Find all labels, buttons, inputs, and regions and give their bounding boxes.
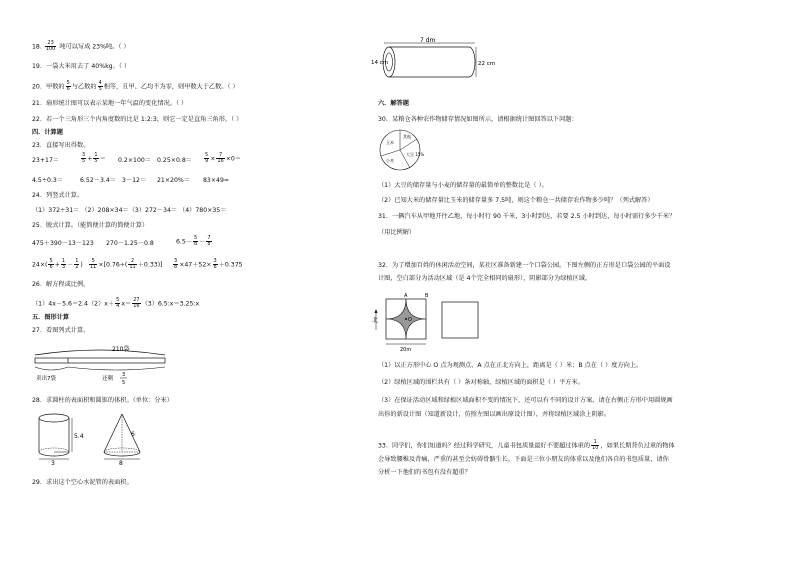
svg-text:B: B bbox=[425, 293, 429, 299]
svg-text:3: 3 bbox=[122, 372, 126, 378]
question-33: 33．同学们，你们知道吗？经过科学研究，儿童书包质量最好不要超过体重的 $\frac{1}{10}$ ，如果长期背负过重的物体 bbox=[378, 439, 675, 451]
section-4-heading: 四．计算题 bbox=[32, 129, 63, 136]
svg-text:O: O bbox=[408, 317, 412, 323]
left-brace bbox=[68, 367, 165, 370]
calc-2e: 83×49≈ bbox=[203, 177, 230, 184]
calc-25b: 270－1.25－0.8 bbox=[106, 240, 154, 247]
question-32: 32．为了增加百姓的休闲活动空间，某社区准备新建一个口袋公园。下图左侧的正方形是口袋公园的平面设 bbox=[378, 262, 671, 269]
question-19: 19．一袋大米用去了 40%kg。（ ） bbox=[32, 63, 131, 70]
question-32-3-cont: 出你的新设计图（知道新设计，仿照左图以画出原设计图），并将绿植区域涂上阴影。 bbox=[378, 411, 611, 418]
calc-25d: 24×( $\frac{5}{6}$ + $\frac{1}{3}$ － $\frac{1}{2}$ ) bbox=[32, 258, 83, 270]
cone bbox=[104, 414, 140, 467]
svg-text:7 dm: 7 dm bbox=[420, 37, 436, 44]
question-32-cont: 计图，空白部分为活动区域（是 4个完全相同的扇形），阴影部分为绿植区域。 bbox=[378, 275, 592, 282]
calc-2a: 4.5÷0.3＝ bbox=[32, 177, 64, 184]
pie-label-corn: 玉米 bbox=[386, 140, 394, 145]
question-20: 20．甲数的 $\frac{5}{6}$ 与乙数的 $\frac{4}{5}$ 相等，且甲、乙均不为零，则甲数大于乙数。（ ） bbox=[32, 80, 239, 92]
total-label: 210袋 bbox=[112, 346, 130, 353]
svg-text:5.4: 5.4 bbox=[74, 433, 84, 440]
question-32-3: （3）在保证活动区域和绿植区域面积不变的情况下，还可以有不同的设计方案，请在右侧正方形中用圆规画 bbox=[378, 397, 673, 404]
question-32-2: （2）绿植区域的围栏共有（ ）条对称轴，绿植区域的面积是（ ）平方米。 bbox=[378, 379, 584, 386]
fraction: $\frac{23}{100}$ bbox=[45, 40, 56, 52]
calc-2d: 21×20%＝ bbox=[157, 177, 190, 184]
svg-text:A: A bbox=[404, 293, 408, 299]
question-32-1: （1）以正方形中心 O 点为观测点，A 点在正北方向上，距离是（ ）米；B 点在（ ）度方向上。 bbox=[378, 362, 643, 369]
calc-25c: 6.5－ $\frac{5}{8}$ － $\frac{7}{8}$ bbox=[176, 235, 211, 247]
question-31-note: （用比例解） bbox=[378, 229, 416, 236]
section-6-heading: 六．解答题 bbox=[378, 100, 409, 107]
remain-label: 还剩 bbox=[102, 376, 114, 382]
svg-text:20m: 20m bbox=[400, 347, 412, 353]
svg-text:22 cm: 22 cm bbox=[478, 61, 496, 67]
cylinder bbox=[39, 414, 84, 467]
question-27: 27．看图列式计算。 bbox=[32, 327, 90, 334]
question-30-1: （1）大豆的储存量与小麦的储存量的最简单的整数比是（ ）。 bbox=[378, 182, 548, 189]
svg-text:6: 6 bbox=[131, 431, 135, 438]
section-5-heading: 五．图形计算 bbox=[32, 314, 70, 321]
sold-label: 卖出7袋 bbox=[36, 376, 56, 382]
question-22: 22．若一个三角形三个内角度数的比是 1:2:3，则它一定是直角三角形。（ ） bbox=[32, 116, 243, 123]
pie-label-wheat: 小麦 bbox=[386, 158, 394, 163]
question-30: 30．某粮仓各种农作物储存情况如图所示，请根据统计图回答以下问题： bbox=[378, 116, 578, 123]
total-bar bbox=[35, 358, 165, 363]
north-label: 北 bbox=[372, 317, 379, 324]
calc-1a: 23+17＝ bbox=[32, 157, 60, 164]
calc-25a: 475＋390－13－123 bbox=[32, 240, 94, 247]
question-24: 24．列竖式计算。 bbox=[32, 192, 84, 199]
segment-diagram bbox=[30, 343, 170, 391]
calc-25f: $\frac{3}{8}$ ×47＋52× $\frac{3}{8}$ ＋0.375 bbox=[174, 258, 243, 270]
pie-label-soy: 大豆 15% bbox=[406, 152, 425, 157]
equations-26: （1）4x－5.6＝2.4（2）x＋ $\frac{5}{4}$ x＝ $\frac{27}{16}$ （3）6.5:x＝3.25:x bbox=[32, 297, 200, 309]
calc-2b: 6.52－3.4＝ bbox=[80, 177, 116, 184]
calc-1b: $\frac{3}{5}$ + $\frac{1}{5}$ ＝ bbox=[82, 152, 106, 164]
question-24-items: （1）372÷31＝ （2）208×34＝（3）272－34＝ （4）780×35＝ bbox=[32, 207, 227, 214]
calc-25e: $\frac{5}{11}$ ×[0.76÷( $\frac{2}{11}$ ＋0.33)] bbox=[90, 258, 163, 270]
calc-1e: $\frac{5}{9}$ × $\frac{7}{16}$ ×0＝ bbox=[205, 152, 242, 164]
question-23: 23．直接写出得数。 bbox=[32, 142, 90, 149]
sold-brace bbox=[35, 367, 68, 370]
park-figure bbox=[372, 290, 492, 358]
svg-text:3: 3 bbox=[51, 460, 55, 467]
question-21: 21．扇形统计图可以表示某地一年气温的变化情况。（ ） bbox=[32, 100, 188, 107]
blank-design-square bbox=[442, 302, 478, 338]
pie-chart bbox=[376, 126, 426, 174]
svg-text:5: 5 bbox=[122, 380, 126, 386]
question-28: 28．求圆柱的表面积和圆锥的体积。（单位：分米） bbox=[32, 397, 173, 404]
question-25: 25．脱式计算。（能简便计算的简便计算） bbox=[32, 222, 149, 229]
question-18: 18. $\frac{23}{100}$ 吨可以写成 23%吨。（ ） bbox=[32, 40, 130, 52]
question-30-2: （2）已知大米的储存量比玉米的储存量多 7.5吨，则这个粮仓一共储存农作物多少吨？（列式解答） bbox=[378, 197, 654, 204]
svg-text:8: 8 bbox=[119, 460, 123, 467]
calc-1c: 0.2×100＝ bbox=[118, 157, 152, 164]
calc-2c: 3－12＝ bbox=[122, 177, 147, 184]
question-33-cont: 会导致腰椎及背痛，严重的甚至会妨碍骨骼生长。下面是三位小朋友的体重以及他们各自的书包质量，请你 bbox=[378, 456, 669, 463]
question-31: 31．一辆汽车从甲地开往乙地，每小时行 90 千米，3小时到达，若要 2.5 小时到达，每小时需行多少千米？ bbox=[378, 213, 676, 220]
pie-label-other: 其他 bbox=[403, 134, 411, 139]
calc-1d: 0.25×0.8＝ bbox=[157, 157, 192, 164]
pipe-figure bbox=[371, 37, 496, 88]
svg-text:14 cm: 14 cm bbox=[371, 60, 389, 66]
question-29: 29．求出这个空心水泥管的表面积。 bbox=[32, 479, 133, 486]
question-26: 26．解方程或比例。 bbox=[32, 281, 90, 288]
total-brace bbox=[35, 350, 165, 355]
question-33-end: 分析一下他们的书包有没有超重？ bbox=[378, 469, 471, 476]
solids-figure bbox=[34, 408, 164, 468]
